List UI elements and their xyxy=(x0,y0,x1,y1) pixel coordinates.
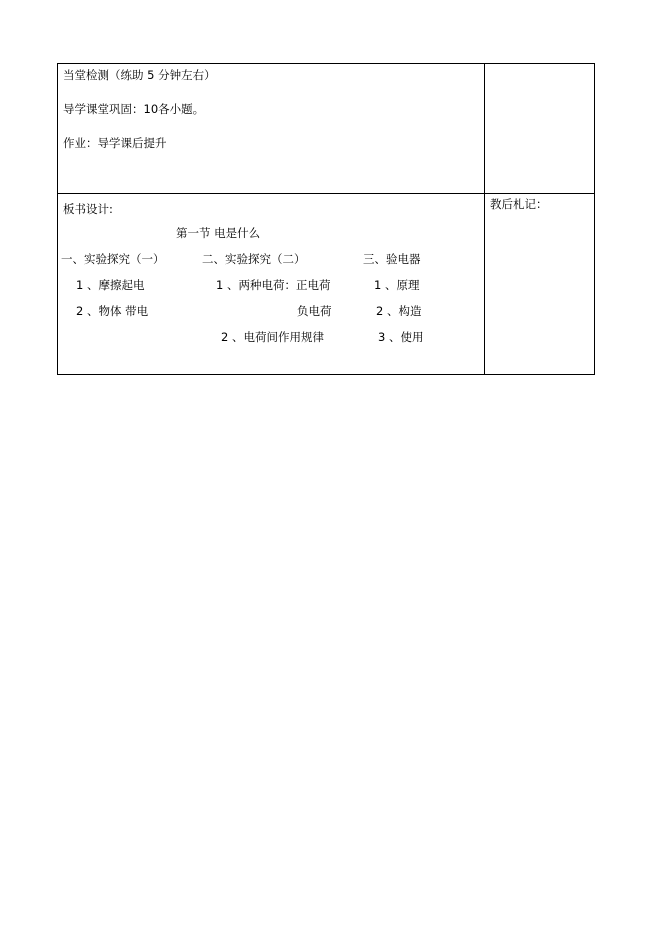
col3-item2: 2 、构造 xyxy=(376,304,422,318)
lesson-plan-table xyxy=(57,63,595,375)
board-design-row xyxy=(58,194,595,375)
col1-item2: 2 、物体 带电 xyxy=(76,304,149,318)
col2-heading: 二、实验探究（二） xyxy=(202,252,306,266)
classroom-check-row xyxy=(58,64,595,194)
col2-item2: 2 、电荷间作用规律 xyxy=(221,330,324,344)
col1-heading: 一、实验探究（一） xyxy=(61,252,165,266)
col2-item1: 1 、两种电荷：正电荷 xyxy=(216,278,331,292)
consolidation-text: 导学课堂巩固：10各小题。 xyxy=(63,102,205,116)
col1-item1: 1 、摩擦起电 xyxy=(76,278,145,292)
col2-item1b: 负电荷 xyxy=(297,304,332,318)
board-design-cell xyxy=(58,194,485,375)
col3-item1: 1 、原理 xyxy=(374,278,420,292)
col3-heading: 三、验电器 xyxy=(363,252,421,266)
blank-cell xyxy=(485,64,595,194)
homework-text: 作业：导学课后提升 xyxy=(63,136,167,150)
classroom-check-cell xyxy=(58,64,485,194)
col3-item3: 3 、使用 xyxy=(378,330,424,344)
reflection-label: 教后札记： xyxy=(490,197,548,211)
board-design-label: 板书设计: xyxy=(63,202,113,216)
reflection-cell xyxy=(485,194,595,375)
board-title: 第一节 电是什么 xyxy=(176,226,261,240)
classroom-check-text: 当堂检测（练助 5 分钟左右） xyxy=(63,68,216,82)
